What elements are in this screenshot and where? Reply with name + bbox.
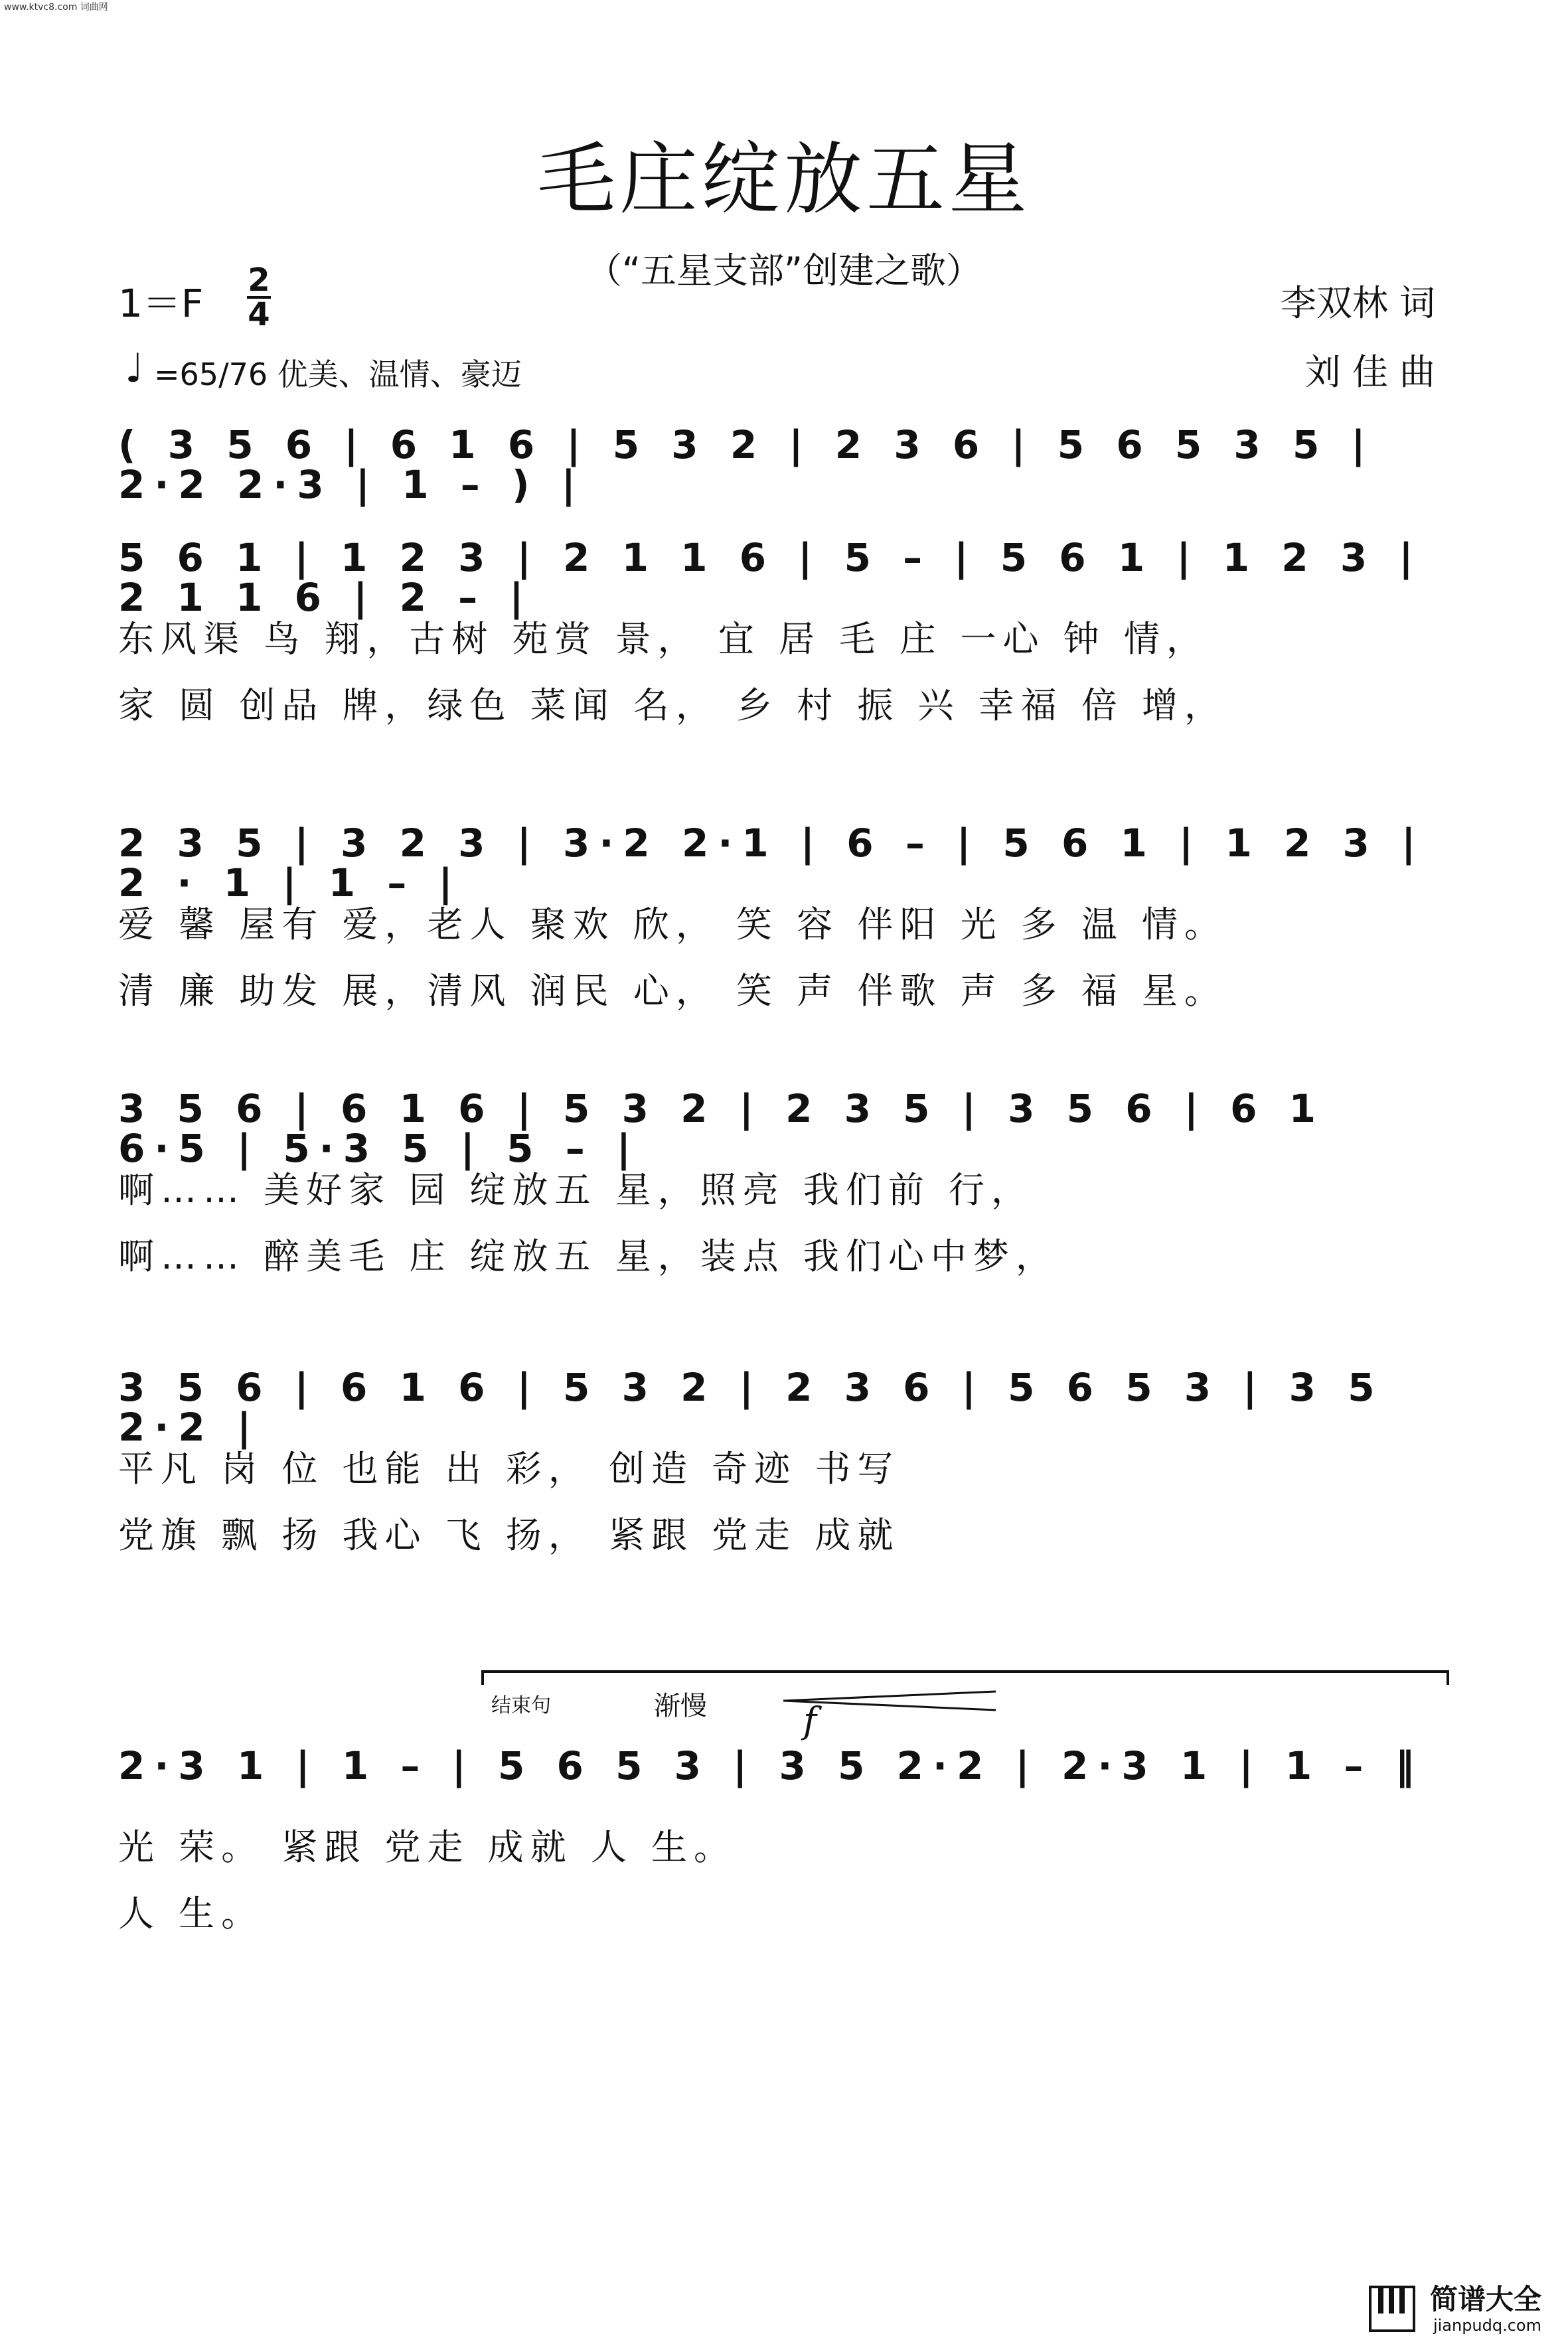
lyricist-credit: 李双林 词 [1280,282,1435,324]
ending-bracket [481,1670,1449,1685]
notation-line: 3 5 6 | 6 1 6 | 5 3 2 | 2 3 6 | 5 6 5 3 | 3 5 2·2 | [118,1365,1384,1450]
song-subtitle: （“五星支部”创建之歌） [586,250,982,291]
key-signature: 1＝F [118,281,204,326]
lyrics-line-1: 平凡 岗 位 也能 出 彩， 创造 奇迹 书写 [118,1448,900,1490]
notation-line: 2 3 5 | 3 2 3 | 3·2 2·1 | 6 – | 5 6 1 | 1 2 3 | 2 · 1 | 1 – | [118,821,1425,905]
lyrics-line-2: 啊…… 醉美毛 庄 绽放五 星，装点 我们心中梦， [118,1235,1058,1277]
ending-label: 结束句 [491,1694,551,1717]
lyrics-line-1: 东风渠 鸟 翔，古树 苑赏 景， 宜 居 毛 庄 一心 钟 情， [118,618,1209,660]
notation-line: 3 5 6 | 6 1 6 | 5 3 2 | 2 3 5 | 3 5 6 | 6 1 6·5 | 5·3 5 | 5 – | [118,1086,1326,1171]
lyrics-line-2: 人 生。 [118,1893,264,1934]
time-signature-bottom: 4 [248,296,270,333]
notation-line: 5 6 1 | 1 2 3 | 2 1 1 6 | 5 – | 5 6 1 | 1 2 3 | 2 1 1 6 | 2 – | [118,535,1423,620]
site-logo-url: jianpudq.com [1433,2316,1541,2335]
lyrics-line-2: 党旗 飘 扬 我心 飞 扬， 紧跟 党走 成就 [118,1514,900,1556]
lyrics-line-1: 光 荣。 紧跟 党走 成就 人 生。 [118,1826,736,1868]
quarter-note-icon: ♩ [125,345,144,392]
time-signature [247,264,271,331]
time-signature-top: 2 [248,262,270,299]
tempo-marking: =65/76 优美、温情、豪迈 [154,356,522,392]
notation-line: ( 3 5 6 | 6 1 6 | 5 3 2 | 2 3 6 | 5 6 5 3 5 | 2·2 2·3 | 1 – ) | [118,422,1375,507]
notation-line: 2·3 1 | 1 – | 5 6 5 3 | 3 5 2·2 | 2·3 1 | 1 – ‖ [118,1743,1424,1788]
lyrics-line-1: 啊…… 美好家 园 绽放五 星，照亮 我们前 行， [118,1169,1034,1211]
lyrics-line-2: 家 圆 创品 牌，绿色 菜闻 名， 乡 村 振 兴 幸福 倍 增， [118,684,1227,726]
site-logo-text: 简谱大全 [1429,2283,1541,2315]
lyrics-line-1: 爱 馨 屋有 爱，老人 聚欢 欣， 笑 容 伴阳 光 多 温 情。 [118,903,1227,945]
song-title: 毛庄绽放五星 [536,133,1031,225]
watermark-text: www.ktvc8.com 词曲网 [4,2,108,13]
dynamic-marking: f [803,1699,817,1741]
ritardando-marking: 渐慢 [654,1691,707,1721]
composer-credit: 刘 佳 曲 [1304,351,1435,393]
lyrics-line-2: 清 廉 助发 展，清风 润民 心， 笑 声 伴歌 声 多 福 星。 [118,970,1227,1012]
piano-keys-logo-icon [1369,2286,1415,2332]
